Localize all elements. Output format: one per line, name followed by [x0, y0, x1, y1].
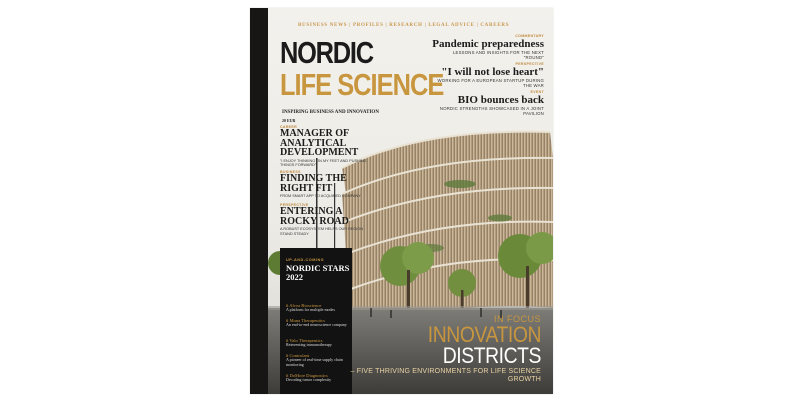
teaser-lose-heart — [432, 62, 544, 88]
teaser-subline: NORDIC STRENGTHS SHOWCASED IN A JOINT PAVILION — [439, 106, 544, 116]
nordic-star-name: # DoMore Diagnostics — [286, 373, 328, 378]
teaser-headline: "I will not lose heart" — [441, 66, 544, 78]
nordic-stars-title: NORDIC STARS 2022 — [286, 263, 350, 282]
teaser-kicker: PERSPECTIVE — [280, 203, 309, 207]
teaser-subline: FROM SMART APP TO ACQUIRED COMPANY — [280, 194, 361, 198]
nordic-star-desc: A pioneer of real-time supply chain monitoring — [286, 357, 343, 367]
cover-spine — [250, 8, 268, 394]
in-focus-line-1: INNOVATION — [427, 322, 541, 347]
teaser-subline: WORKING FOR A EUROPEAN STARTUP DURING THE WAR — [437, 78, 544, 88]
teaser-rocky-road — [280, 203, 368, 236]
teaser-bio — [432, 90, 544, 116]
teaser-headline: BIO bounces back — [457, 94, 544, 106]
section-nav: BUSINESS NEWS | PROFILES | RESEARCH | LEGAL ADVICE | CAREERS — [298, 23, 510, 28]
in-focus-subline: – FIVE THRIVING ENVIRONMENTS FOR LIFE SCIENCE GROWTH — [350, 368, 541, 383]
nordic-star-name: # Muna Therapeutics — [286, 318, 325, 323]
teaser-pandemic — [432, 34, 544, 60]
in-focus-kicker: IN FOCUS — [493, 314, 541, 324]
nordic-star-name: # Controlant — [286, 353, 310, 358]
teaser-subline: LESSONS AND INSIGHTS FOR THE NEXT "ROUND" — [452, 50, 544, 60]
teaser-right-fit — [280, 170, 368, 199]
nordic-star-desc: An end-to-end neuroscience company — [286, 322, 347, 327]
teaser-kicker: EVENT — [530, 90, 544, 94]
nordic-star-desc: Decoding tumor complexity — [286, 377, 332, 382]
magazine-cover — [250, 8, 553, 394]
teaser-subline: A ROBUST ECOSYSTEM HELPS OUR REGION STAND STEADY — [280, 227, 364, 236]
teaser-headline: ENTERING A ROCKY ROAD — [280, 206, 349, 227]
price: 20 EUR — [282, 118, 296, 123]
nordic-stars-kicker: UP-AND-COMING — [286, 258, 325, 262]
in-focus-block — [341, 315, 541, 384]
teaser-subline: "I ENJOY THINKING ON MY FEET AND PUSHING THINGS FORWARD" — [280, 158, 367, 167]
teaser-kicker: CAREER — [280, 125, 297, 129]
teaser-headline: Pandemic preparedness — [432, 38, 544, 50]
teaser-headline: MANAGER OF ANALYTICAL DEVELOPMENT — [280, 128, 359, 158]
teaser-kicker: PERSPECTIVE — [515, 62, 544, 66]
masthead-line-1: NORDIC — [280, 35, 373, 70]
teaser-kicker: COMMENTARY — [515, 34, 544, 38]
tagline: INSPIRING BUSINESS AND INNOVATION — [282, 110, 379, 115]
in-focus-line-2: DISTRICTS — [442, 343, 541, 368]
nordic-star-desc: Reinventing immunotherapy — [286, 342, 332, 347]
nordic-star-desc: A platform for multiple modes — [286, 307, 335, 312]
masthead-line-2: LIFE SCIENCE — [280, 67, 444, 102]
nordic-star-item — [286, 303, 350, 313]
nordic-star-name: # Valo Therapeutics — [286, 338, 323, 343]
teaser-career — [280, 125, 368, 168]
teaser-kicker: BUSINESS — [280, 170, 301, 174]
teaser-headline: FINDING THE RIGHT FIT — [280, 173, 347, 194]
nordic-star-name: # Alvea Bioscience — [286, 303, 322, 308]
